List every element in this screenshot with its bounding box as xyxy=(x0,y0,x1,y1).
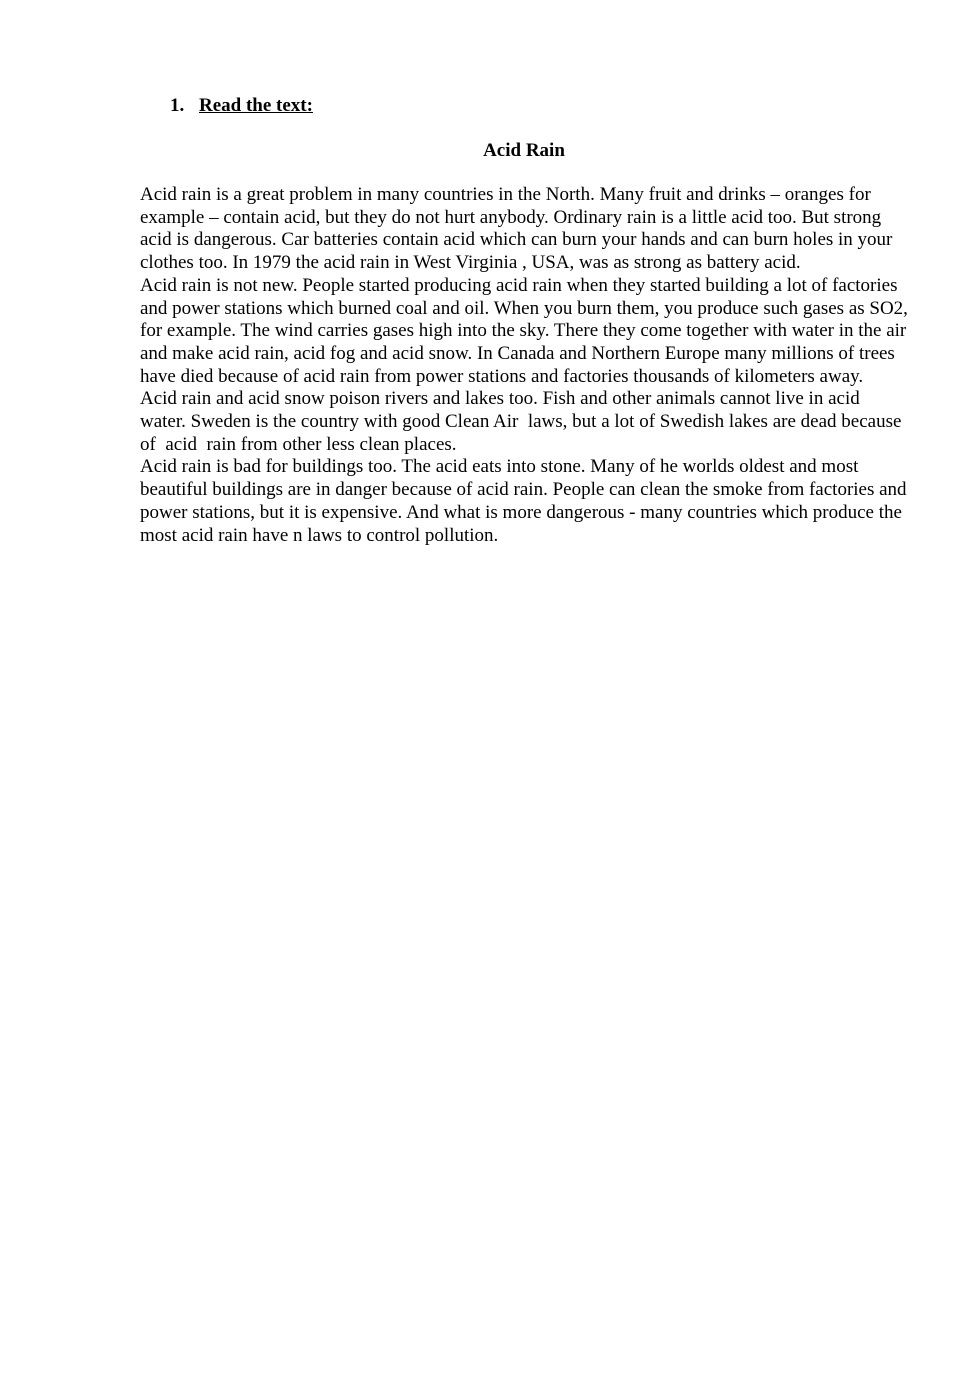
paragraph: Acid rain and acid snow poison rivers and lakes too. Fish and other animals cannot live in acid water. Sweden is the country with good Clean Air laws, but a lot of Swedish lakes are dead because of acid rain from other less clean places. xyxy=(140,388,907,455)
paragraph: Acid rain is not new. People started producing acid rain when they started building a lot of factories and power stations which burned coal and oil. When you burn them, you produce such gases as SO2, for example. The wind carries gases high into the sky. There they come together with water in the air and make acid rain, acid fog and acid snow. In Canada and Northern Europe many millions of trees have died because of acid rain from power stations and factories thousands of kilometers away. xyxy=(140,274,913,387)
text-body xyxy=(140,184,913,547)
task-label: Read the text: xyxy=(199,95,313,116)
task-number: 1. xyxy=(170,95,185,116)
text-title: Acid Rain xyxy=(483,140,565,161)
paragraph: Acid rain is a great problem in many countries in the North. Many fruit and drinks – oranges for example – contain acid, but they do not hurt anybody. Ordinary rain is a little acid too. But strong acid is dangerous. Car batteries contain acid which can burn your hands and can burn holes in your clothes too. In 1979 the acid rain in West Virginia , USA, was as strong as battery acid. xyxy=(140,184,898,274)
paragraph: Acid rain is bad for buildings too. The acid eats into stone. Many of he worlds oldest and most beautiful buildings are in danger because of acid rain. People can clean the smoke from factories and power stations, but it is expensive. And what is more dangerous - many countries which produce the most acid rain have n laws to control pollution. xyxy=(140,456,912,546)
task-heading xyxy=(170,94,313,118)
